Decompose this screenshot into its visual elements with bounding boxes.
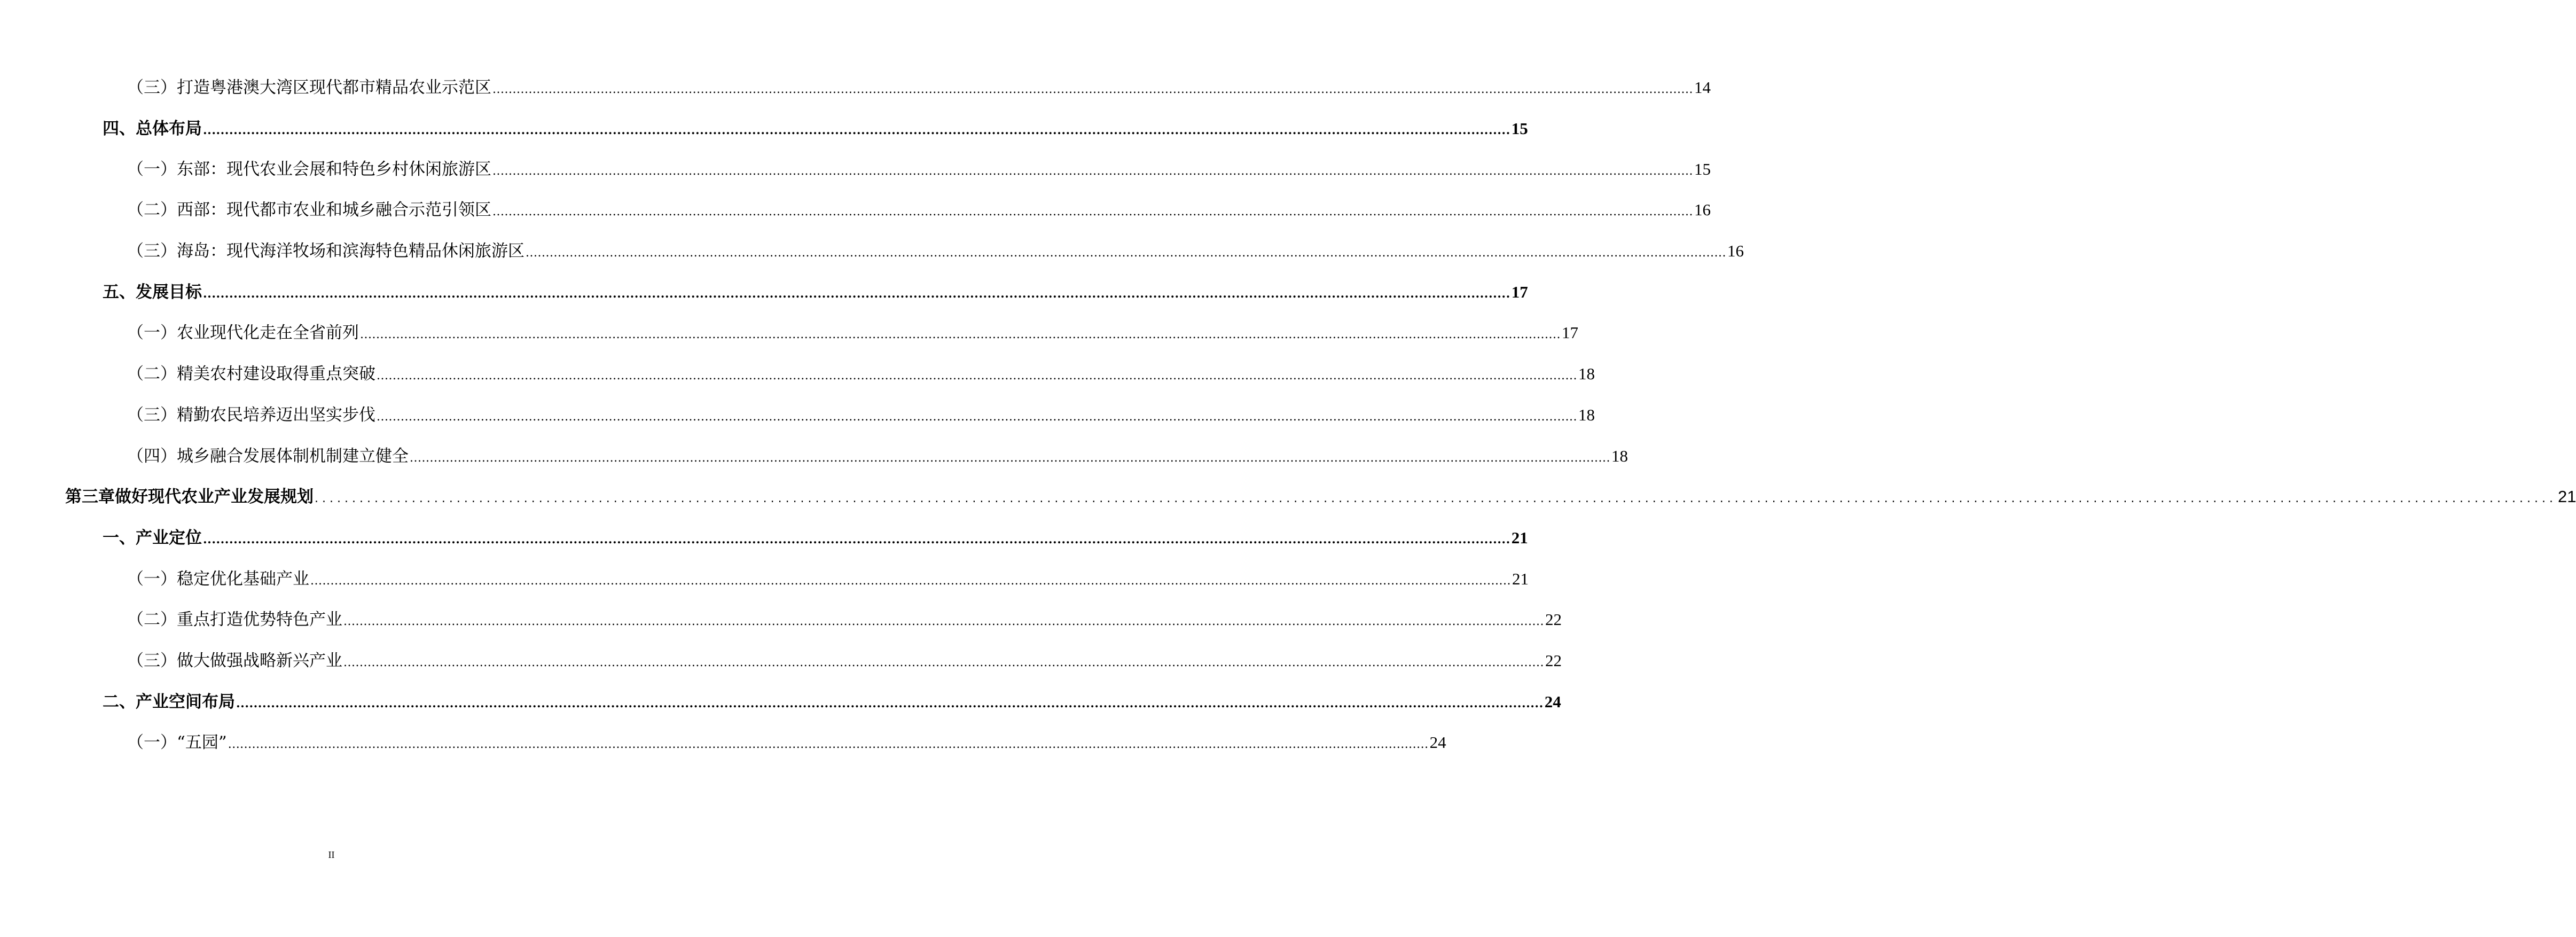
toc-entry-title: （三）精勤农民培养迈出坚实步伐 [127,405,375,425]
toc-leader-dots: ............................................................................................................................................................................................................................................................................................................ [526,246,1726,260]
toc-leader-dots: ............................................................................................................................................................................................................................................................................................................ [492,165,1693,178]
toc-leader-dots: ............................................................................................................................................................................................................................................................................................................ [228,738,1429,751]
toc-leader-dots: ............................................................................................................................................................................................................................................................................................................ [236,697,1544,710]
toc-entry-page: 15 [1511,119,1528,138]
toc-entry-title: （二）重点打造优势特色产业 [127,610,342,629]
toc-entry-title: （一）“五园” [127,733,227,752]
toc-entry[interactable] [127,319,1578,345]
toc-entry[interactable] [103,524,1528,550]
toc-entry-page: 16 [1727,241,1744,260]
toc-entry-page: 21 [2557,487,2576,506]
toc-entry-title: （一）东部：现代农业会展和特色乡村休闲旅游区 [127,160,491,179]
toc-entry-title: （二）精美农村建设取得重点突破 [127,364,375,384]
toc-leader-dots: ............................................................................................................................................................................................................................................................................................................ [310,574,1511,588]
toc-entry-page: 21 [1511,528,1528,547]
toc-entry[interactable] [103,688,1561,714]
toc-entry[interactable] [127,647,1562,673]
toc-entry[interactable] [127,237,1744,263]
toc-entry-page: 15 [1694,160,1711,178]
toc-entry[interactable] [127,606,1562,631]
toc-entry-page: 17 [1511,283,1528,301]
toc-leader-dots: ............................................................................................................................................................................................................................................................................................................ [377,369,1577,382]
toc-entry-page: 22 [1545,651,1562,670]
toc-leader-dots: ............................................................................................................................................................................................................................................................................................................ [492,205,1693,218]
toc-entry-title: （二）西部：现代都市农业和城乡融合示范引领区 [127,200,491,220]
toc-leader-dots: ............................................................................................................................................................................................................................................................................................................ [203,533,1510,546]
toc-entry-page: 21 [1512,569,1529,588]
toc-leader-dots: ............................................................................................................................................................................................................................................................................................................ [203,123,1510,137]
toc-chapter-label: 第三章 [65,487,115,506]
toc-entry[interactable] [103,115,1528,140]
toc-entry-page: 18 [1578,405,1595,424]
toc-entry-page: 14 [1694,78,1711,97]
toc-entry-title: （三）打造粤港澳大湾区现代都市精品农业示范区 [127,78,491,97]
toc-leader-dots: ............................................................................................................................................................................................................................................................................................................ [410,451,1610,465]
toc-leader-dots: ............................................................................................................................................................................................................................................................................................................ [360,328,1561,341]
toc-leader-dots: ............................................................................................................................................................................................................................................................................................................ [343,656,1544,669]
toc-leader-dots: ............................................................................................................................................................................................................................................................................................................ [315,492,2557,505]
page-number: II [328,849,335,860]
toc-entry-page: 22 [1545,610,1562,629]
toc-entry-title: 做好现代农业产业发展规划 [115,487,314,506]
toc-entry-title: （四）城乡融合发展体制机制建立健全 [127,447,409,466]
toc-entry[interactable] [127,442,1628,468]
toc-chapter-entry[interactable] [65,483,2576,509]
toc-entry-title: （三）海岛：现代海洋牧场和滨海特色精品休闲旅游区 [127,241,524,261]
toc-entry[interactable] [127,729,1446,754]
toc-leader-dots: ............................................................................................................................................................................................................................................................................................................ [203,287,1510,301]
toc-entry-title: （一）农业现代化走在全省前列 [127,323,359,342]
toc-entry-page: 17 [1561,323,1578,342]
toc-entry-title: 二、产业空间布局 [103,692,235,712]
toc-entry-title: （一）稳定优化基础产业 [127,569,309,589]
toc-entry-page: 18 [1578,364,1595,383]
toc-entry[interactable] [103,278,1528,304]
toc-entry[interactable] [127,155,1711,181]
toc-entry-page: 24 [1544,692,1561,711]
toc-entry[interactable] [127,401,1595,427]
toc-leader-dots: ............................................................................................................................................................................................................................................................................................................ [343,615,1544,628]
toc-entry[interactable] [127,74,1711,99]
toc-entry-page: 16 [1694,200,1711,219]
toc-leader-dots: ............................................................................................................................................................................................................................................................................................................ [377,410,1577,424]
toc-entry-title: （三）做大做强战略新兴产业 [127,651,342,670]
toc-entry-page: 18 [1611,447,1628,465]
toc-entry[interactable] [127,565,1529,591]
toc-entry-title: 一、产业定位 [103,528,202,548]
toc-leader-dots: ............................................................................................................................................................................................................................................................................................................ [492,83,1693,96]
toc-entry-title: 五、发展目标 [103,283,202,302]
toc-entry-title: 四、总体布局 [103,119,202,138]
toc-entry[interactable] [127,360,1595,386]
toc-entry-page: 24 [1429,733,1446,752]
toc-entry[interactable] [127,196,1711,222]
